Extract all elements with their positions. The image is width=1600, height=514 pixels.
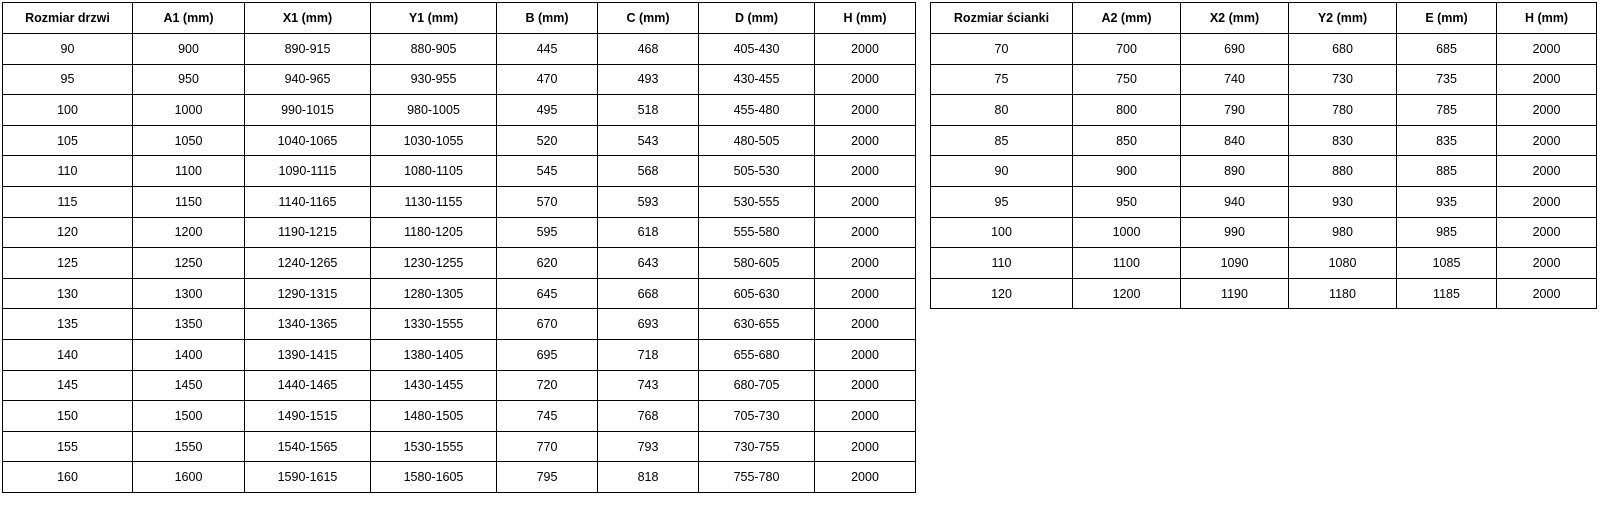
table-cell: 605-630 — [699, 278, 815, 309]
table-row — [3, 186, 916, 217]
table-cell: 90 — [3, 34, 133, 65]
table-cell: 830 — [1289, 125, 1397, 156]
table-cell: 90 — [931, 156, 1073, 187]
table-row — [3, 278, 916, 309]
table-row — [3, 401, 916, 432]
table-cell: 2000 — [1497, 34, 1597, 65]
walls-size-table — [930, 2, 1597, 309]
table-cell: 1185 — [1397, 278, 1497, 309]
doors-size-table — [2, 2, 916, 493]
table-cell: 1550 — [133, 431, 245, 462]
table-cell: 695 — [497, 339, 598, 370]
table-cell: 595 — [497, 217, 598, 248]
table-cell: 1580-1605 — [371, 462, 497, 493]
table-cell: 75 — [931, 64, 1073, 95]
table-row — [931, 278, 1597, 309]
column-header-d7: H (mm) — [815, 3, 916, 34]
table-cell: 2000 — [815, 217, 916, 248]
table-cell: 140 — [3, 339, 133, 370]
table-cell: 1280-1305 — [371, 278, 497, 309]
column-header-w5: H (mm) — [1497, 3, 1597, 34]
table-row — [931, 248, 1597, 279]
table-cell: 1100 — [1073, 248, 1181, 279]
table-cell: 1490-1515 — [245, 401, 371, 432]
table-cell: 120 — [3, 217, 133, 248]
table-cell: 990-1015 — [245, 95, 371, 126]
table-cell: 1480-1505 — [371, 401, 497, 432]
table-cell: 1180-1205 — [371, 217, 497, 248]
table-cell: 145 — [3, 370, 133, 401]
table-cell: 2000 — [815, 125, 916, 156]
table-cell: 1540-1565 — [245, 431, 371, 462]
table-cell: 1430-1455 — [371, 370, 497, 401]
table-cell: 1090-1115 — [245, 156, 371, 187]
table-cell: 493 — [598, 64, 699, 95]
column-header-w3: Y2 (mm) — [1289, 3, 1397, 34]
table-cell: 800 — [1073, 95, 1181, 126]
table-cell: 505-530 — [699, 156, 815, 187]
column-header-w2: X2 (mm) — [1181, 3, 1289, 34]
table-cell: 980-1005 — [371, 95, 497, 126]
table-cell: 160 — [3, 462, 133, 493]
table-cell: 120 — [931, 278, 1073, 309]
table-row — [3, 248, 916, 279]
table-row — [931, 95, 1597, 126]
table-cell: 80 — [931, 95, 1073, 126]
table-row — [3, 309, 916, 340]
table-cell: 593 — [598, 186, 699, 217]
table-cell: 950 — [1073, 186, 1181, 217]
table-cell: 530-555 — [699, 186, 815, 217]
table-cell: 2000 — [815, 462, 916, 493]
table-cell: 900 — [1073, 156, 1181, 187]
table-cell: 1100 — [133, 156, 245, 187]
table-row — [931, 125, 1597, 156]
table-cell: 1590-1615 — [245, 462, 371, 493]
table-cell: 1440-1465 — [245, 370, 371, 401]
table-cell: 110 — [3, 156, 133, 187]
table-cell: 2000 — [815, 370, 916, 401]
table-cell: 445 — [497, 34, 598, 65]
table-cell: 630-655 — [699, 309, 815, 340]
table-cell: 2000 — [1497, 64, 1597, 95]
table-cell: 2000 — [1497, 278, 1597, 309]
table-cell: 2000 — [815, 156, 916, 187]
table-cell: 1530-1555 — [371, 431, 497, 462]
table-cell: 780 — [1289, 95, 1397, 126]
column-header-d1: A1 (mm) — [133, 3, 245, 34]
table-row — [931, 217, 1597, 248]
table-cell: 2000 — [815, 64, 916, 95]
table-cell: 95 — [3, 64, 133, 95]
table-cell: 2000 — [815, 248, 916, 279]
table-cell: 755-780 — [699, 462, 815, 493]
table-cell: 2000 — [1497, 95, 1597, 126]
table-cell: 2000 — [815, 431, 916, 462]
table-row — [3, 156, 916, 187]
table-cell: 890-915 — [245, 34, 371, 65]
column-header-d3: Y1 (mm) — [371, 3, 497, 34]
table-cell: 1290-1315 — [245, 278, 371, 309]
table-cell: 818 — [598, 462, 699, 493]
table-cell: 1000 — [133, 95, 245, 126]
table-cell: 1200 — [133, 217, 245, 248]
table-row — [931, 64, 1597, 95]
table-cell: 940-965 — [245, 64, 371, 95]
table-cell: 495 — [497, 95, 598, 126]
doors-size-table-container — [2, 2, 916, 493]
table-cell: 1190-1215 — [245, 217, 371, 248]
table-cell: 1240-1265 — [245, 248, 371, 279]
table-cell: 2000 — [1497, 217, 1597, 248]
table-cell: 1080 — [1289, 248, 1397, 279]
table-cell: 930-955 — [371, 64, 497, 95]
table-cell: 70 — [931, 34, 1073, 65]
table-cell: 1380-1405 — [371, 339, 497, 370]
table-cell: 690 — [1181, 34, 1289, 65]
table-row — [3, 64, 916, 95]
table-cell: 620 — [497, 248, 598, 279]
table-cell: 130 — [3, 278, 133, 309]
table-cell: 1130-1155 — [371, 186, 497, 217]
table-cell: 900 — [133, 34, 245, 65]
column-header-w1: A2 (mm) — [1073, 3, 1181, 34]
table-cell: 680 — [1289, 34, 1397, 65]
table-cell: 793 — [598, 431, 699, 462]
table-cell: 795 — [497, 462, 598, 493]
table-cell: 790 — [1181, 95, 1289, 126]
table-cell: 935 — [1397, 186, 1497, 217]
table-cell: 2000 — [815, 339, 916, 370]
table-cell: 520 — [497, 125, 598, 156]
table-cell: 1140-1165 — [245, 186, 371, 217]
table-cell: 985 — [1397, 217, 1497, 248]
table-cell: 740 — [1181, 64, 1289, 95]
table-cell: 685 — [1397, 34, 1497, 65]
table-row — [931, 34, 1597, 65]
table-cell: 580-605 — [699, 248, 815, 279]
table-cell: 990 — [1181, 217, 1289, 248]
table-row — [3, 125, 916, 156]
table-cell: 643 — [598, 248, 699, 279]
table-cell: 680-705 — [699, 370, 815, 401]
table-cell: 693 — [598, 309, 699, 340]
table-cell: 645 — [497, 278, 598, 309]
table-cell: 670 — [497, 309, 598, 340]
table-cell: 618 — [598, 217, 699, 248]
table-cell: 85 — [931, 125, 1073, 156]
table-cell: 730-755 — [699, 431, 815, 462]
table-cell: 135 — [3, 309, 133, 340]
table-cell: 1030-1055 — [371, 125, 497, 156]
table-cell: 1500 — [133, 401, 245, 432]
table-row — [3, 95, 916, 126]
table-row — [3, 339, 916, 370]
table-cell: 1200 — [1073, 278, 1181, 309]
table-cell: 470 — [497, 64, 598, 95]
table-cell: 980 — [1289, 217, 1397, 248]
table-cell: 880 — [1289, 156, 1397, 187]
table-cell: 745 — [497, 401, 598, 432]
table-cell: 2000 — [815, 278, 916, 309]
table-cell: 940 — [1181, 186, 1289, 217]
table-cell: 770 — [497, 431, 598, 462]
table-cell: 890 — [1181, 156, 1289, 187]
column-header-d2: X1 (mm) — [245, 3, 371, 34]
table-cell: 95 — [931, 186, 1073, 217]
table-cell: 1000 — [1073, 217, 1181, 248]
table-row — [3, 217, 916, 248]
table-cell: 115 — [3, 186, 133, 217]
column-header-w0: Rozmiar ścianki — [931, 3, 1073, 34]
column-header-d4: B (mm) — [497, 3, 598, 34]
table-cell: 1040-1065 — [245, 125, 371, 156]
table-cell: 105 — [3, 125, 133, 156]
table-cell: 840 — [1181, 125, 1289, 156]
table-header-row — [931, 3, 1597, 34]
table-cell: 150 — [3, 401, 133, 432]
table-cell: 1300 — [133, 278, 245, 309]
table-cell: 1090 — [1181, 248, 1289, 279]
table-cell: 2000 — [1497, 156, 1597, 187]
table-cell: 155 — [3, 431, 133, 462]
table-cell: 1180 — [1289, 278, 1397, 309]
table-cell: 743 — [598, 370, 699, 401]
table-cell: 543 — [598, 125, 699, 156]
table-cell: 835 — [1397, 125, 1497, 156]
table-cell: 1190 — [1181, 278, 1289, 309]
table-cell: 468 — [598, 34, 699, 65]
table-cell: 1350 — [133, 309, 245, 340]
table-cell: 545 — [497, 156, 598, 187]
table-cell: 1150 — [133, 186, 245, 217]
table-cell: 700 — [1073, 34, 1181, 65]
table-cell: 1085 — [1397, 248, 1497, 279]
table-cell: 655-680 — [699, 339, 815, 370]
table-cell: 555-580 — [699, 217, 815, 248]
column-header-d5: C (mm) — [598, 3, 699, 34]
table-row — [3, 370, 916, 401]
table-cell: 750 — [1073, 64, 1181, 95]
table-cell: 1250 — [133, 248, 245, 279]
table-header-row — [3, 3, 916, 34]
table-cell: 1400 — [133, 339, 245, 370]
table-row — [931, 186, 1597, 217]
table-cell: 1230-1255 — [371, 248, 497, 279]
table-row — [3, 431, 916, 462]
table-cell: 1340-1365 — [245, 309, 371, 340]
table-cell: 100 — [3, 95, 133, 126]
table-cell: 518 — [598, 95, 699, 126]
table-cell: 570 — [497, 186, 598, 217]
table-cell: 2000 — [815, 186, 916, 217]
table-row — [3, 34, 916, 65]
table-cell: 1050 — [133, 125, 245, 156]
table-cell: 480-505 — [699, 125, 815, 156]
table-cell: 2000 — [815, 309, 916, 340]
table-cell: 930 — [1289, 186, 1397, 217]
column-header-w4: E (mm) — [1397, 3, 1497, 34]
table-cell: 1390-1415 — [245, 339, 371, 370]
table-cell: 455-480 — [699, 95, 815, 126]
table-cell: 1330-1555 — [371, 309, 497, 340]
table-cell: 110 — [931, 248, 1073, 279]
table-cell: 705-730 — [699, 401, 815, 432]
table-cell: 405-430 — [699, 34, 815, 65]
table-cell: 885 — [1397, 156, 1497, 187]
table-cell: 2000 — [1497, 248, 1597, 279]
table-cell: 1080-1105 — [371, 156, 497, 187]
table-cell: 735 — [1397, 64, 1497, 95]
table-cell: 2000 — [1497, 186, 1597, 217]
table-row — [931, 156, 1597, 187]
column-header-d0: Rozmiar drzwi — [3, 3, 133, 34]
table-cell: 2000 — [815, 401, 916, 432]
walls-size-table-container — [930, 2, 1597, 309]
table-cell: 718 — [598, 339, 699, 370]
table-cell: 568 — [598, 156, 699, 187]
table-cell: 880-905 — [371, 34, 497, 65]
table-cell: 430-455 — [699, 64, 815, 95]
table-cell: 1600 — [133, 462, 245, 493]
column-header-d6: D (mm) — [699, 3, 815, 34]
table-cell: 668 — [598, 278, 699, 309]
table-cell: 125 — [3, 248, 133, 279]
table-cell: 2000 — [815, 95, 916, 126]
table-cell: 100 — [931, 217, 1073, 248]
table-cell: 1450 — [133, 370, 245, 401]
table-cell: 2000 — [1497, 125, 1597, 156]
table-cell: 768 — [598, 401, 699, 432]
table-cell: 720 — [497, 370, 598, 401]
table-cell: 950 — [133, 64, 245, 95]
table-cell: 785 — [1397, 95, 1497, 126]
table-cell: 850 — [1073, 125, 1181, 156]
table-row — [3, 462, 916, 493]
table-cell: 730 — [1289, 64, 1397, 95]
table-cell: 2000 — [815, 34, 916, 65]
